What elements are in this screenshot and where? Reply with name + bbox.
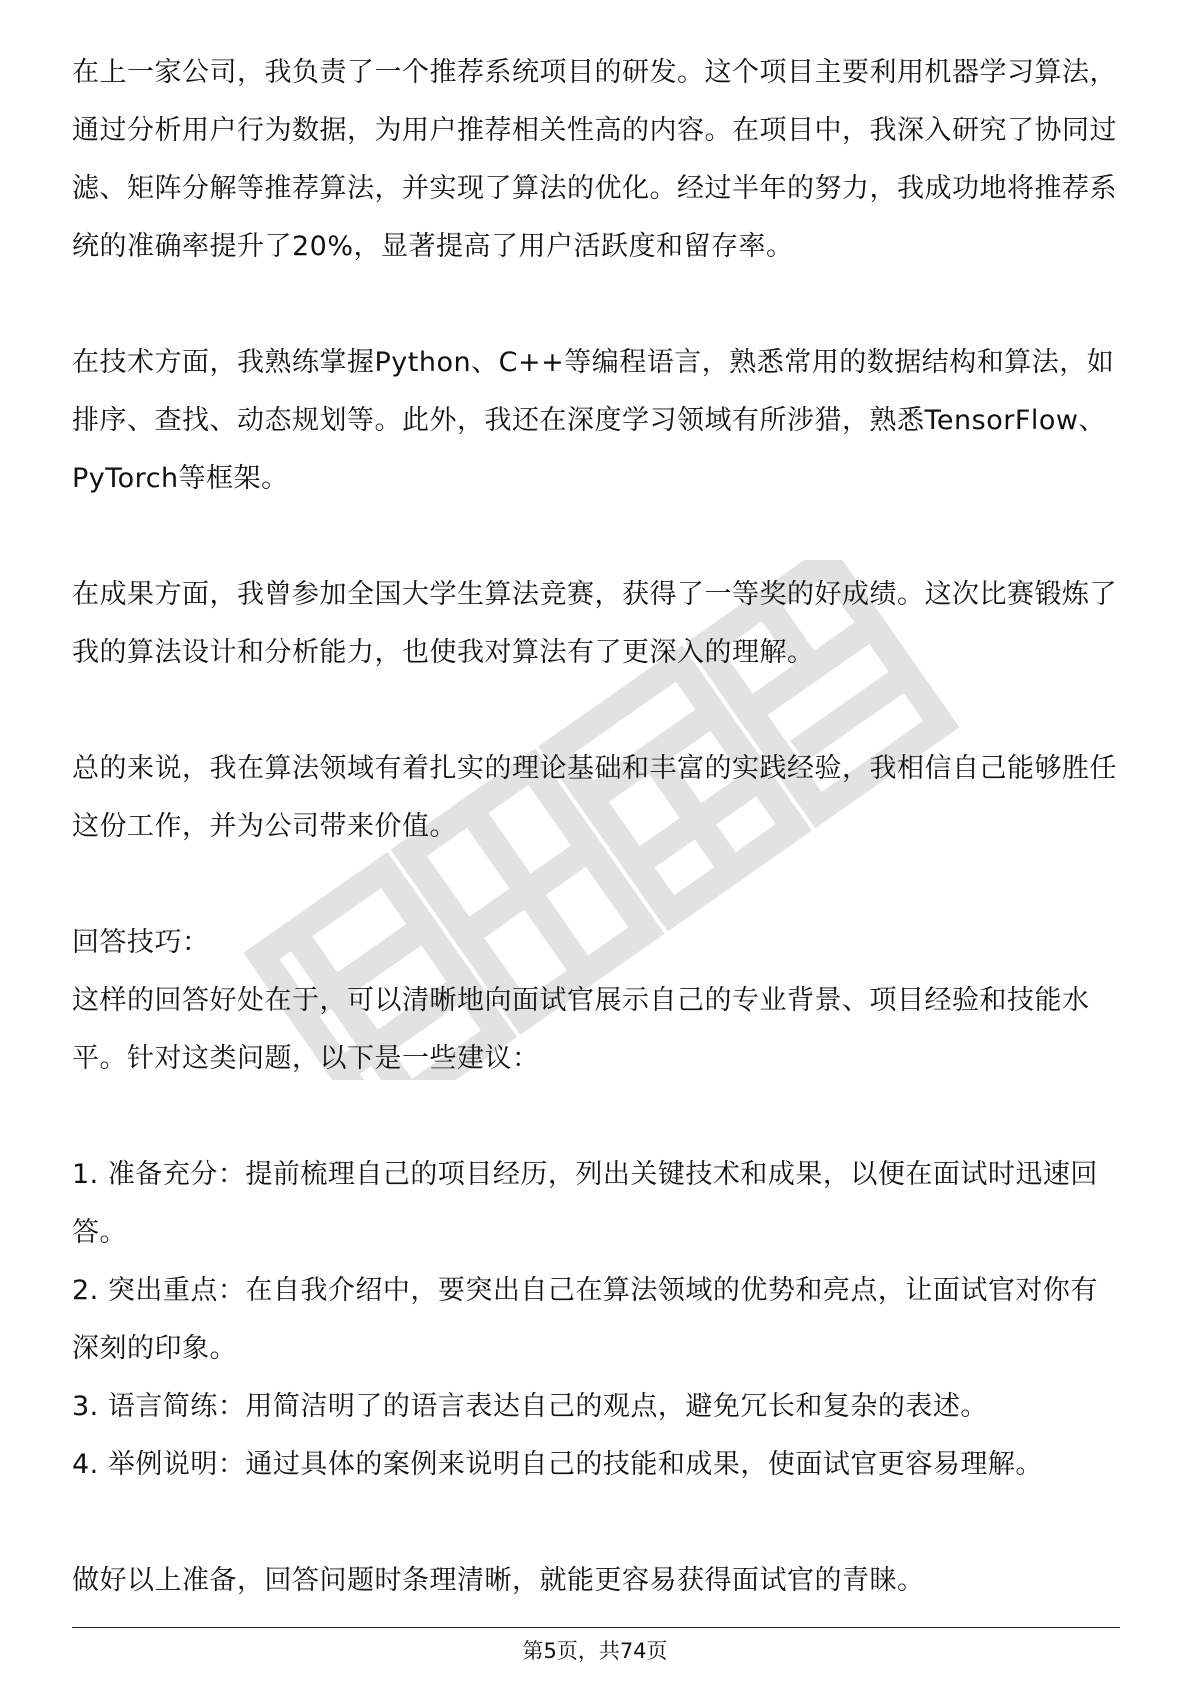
page-number: 第5页，共74页 [522,1639,668,1663]
paragraph-achievements: 在成果方面，我曾参加全国大学生算法竞赛，获得了一等奖的好成绩。这次比赛锻炼了我的算法设计和分析能力，也使我对算法有了更深入的理解。 [72,579,1117,668]
paragraph-summary: 总的来说，我在算法领域有着扎实的理论基础和丰富的实践经验，我相信自己能够胜任这份工作，并为公司带来价值。 [72,753,1117,842]
tips-heading: 回答技巧： [72,927,210,958]
main-content [72,44,1120,1610]
footer-divider [72,1627,1120,1628]
tips-list-item: 4. 举例说明：通过具体的案例来说明自己的技能和成果，使面试官更容易理解。 [72,1449,1043,1480]
tips-list-item: 3. 语言简练：用简洁明了的语言表达自己的观点，避免冗长和复杂的表述。 [72,1391,988,1422]
paragraph-technical-skills: 在技术方面，我熟练掌握Python、C++等编程语言，熟悉常用的数据结构和算法，如排序、查找、动态规划等。此外，我还在深度学习领域有所涉猎，熟悉TensorFlow、PyTorch等框架。 [72,347,1115,494]
tips-intro: 这样的回答好处在于，可以清晰地向面试官展示自己的专业背景、项目经验和技能水平。针对这类问题，以下是一些建议： [72,985,1090,1074]
tips-list-item: 1. 准备充分：提前梳理自己的项目经历，列出关键技术和成果，以便在面试时迅速回答。 [72,1159,1098,1248]
tips-closing: 做好以上准备，回答问题时条理清晰，就能更容易获得面试官的青睐。 [72,1565,925,1596]
paragraph-project-experience: 在上一家公司，我负责了一个推荐系统项目的研发。这个项目主要利用机器学习算法，通过分析用户行为数据，为用户推荐相关性高的内容。在项目中，我深入研究了协同过滤、矩阵分解等推荐算法，并实现了算法的优化。经过半年的努力，我成功地将推荐系统的准确率提升了20%，显著提高了用户活跃度和留存率。 [72,57,1117,262]
tips-list-item: 2. 突出重点：在自我介绍中，要突出自己在算法领域的优势和亮点，让面试官对你有深刻的印象。 [72,1275,1098,1364]
